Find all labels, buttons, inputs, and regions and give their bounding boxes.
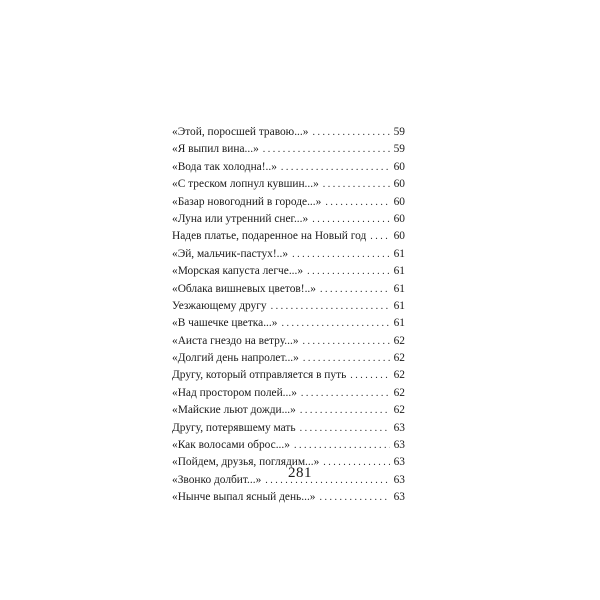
toc-entry-page: 62	[393, 334, 405, 347]
toc-entry	[172, 315, 405, 332]
toc-entry	[172, 281, 405, 298]
toc-entry-page: 63	[393, 456, 405, 469]
toc-dot-leader	[303, 350, 390, 367]
toc-entry-page: 60	[393, 178, 405, 191]
toc-entry-title: «Аиста гнездо на ветру...»	[172, 334, 299, 347]
toc-entry	[172, 124, 405, 141]
toc-entry-title: Надев платье, подаренное на Новый год	[172, 230, 367, 243]
toc-dot-leader	[350, 367, 390, 384]
toc-entry	[172, 402, 405, 419]
toc-entry-page: 60	[393, 212, 405, 225]
toc-dot-leader	[320, 281, 390, 298]
toc-entry	[172, 350, 405, 367]
toc-entry	[172, 437, 405, 454]
toc-entry-title: «Над простором полей...»	[172, 386, 297, 399]
toc-entry-title: Другу, который отправляется в путь	[172, 369, 347, 382]
toc-entry-title: «Базар новогодний в городе...»	[172, 195, 322, 208]
toc-dot-leader	[271, 298, 390, 315]
toc-entry-page: 59	[393, 143, 405, 156]
toc-dot-leader	[292, 246, 390, 263]
page-number: 281	[288, 465, 312, 481]
toc-dot-leader	[325, 194, 390, 211]
toc-entry-title: Другу, потерявшему мать	[172, 421, 296, 434]
toc-entry-page: 62	[393, 404, 405, 417]
table-of-contents	[172, 124, 405, 507]
toc-entry-title: «Облака вишневых цветов!..»	[172, 282, 316, 295]
toc-dot-leader	[370, 228, 390, 245]
toc-entry-title: «С треском лопнул кувшин...»	[172, 178, 319, 191]
toc-entry-page: 63	[393, 491, 405, 504]
toc-entry-title: «Звонко долбит...»	[172, 473, 262, 486]
toc-entry-page: 62	[393, 386, 405, 399]
toc-entry-title: «Этой, поросшей травою...»	[172, 126, 309, 138]
toc-entry-title: «В чашечке цветка...»	[172, 317, 278, 330]
toc-entry-title: «Пойдем, друзья, поглядим...»	[172, 456, 320, 469]
toc-entry-page: 60	[393, 160, 405, 173]
toc-entry-page: 60	[393, 195, 405, 208]
toc-entry	[172, 333, 405, 350]
toc-entry-page: 60	[393, 230, 405, 243]
toc-entry-title: «Луна или утренний снег...»	[172, 212, 309, 225]
toc-entry	[172, 385, 405, 402]
toc-dot-leader	[294, 437, 390, 454]
toc-entry	[172, 176, 405, 193]
toc-entry-title: «Морская капуста легче...»	[172, 265, 304, 278]
toc-entry	[172, 159, 405, 176]
toc-entry-page: 61	[393, 299, 405, 312]
toc-entry-title: «Нынче выпал ясный день...»	[172, 491, 316, 504]
toc-entry	[172, 420, 405, 437]
toc-entry-page: 63	[393, 473, 405, 486]
toc-entry	[172, 211, 405, 228]
toc-entry-title: «Как волосами оброс...»	[172, 439, 290, 452]
toc-entry-title: Уезжающему другу	[172, 299, 267, 312]
toc-entry-page: 63	[393, 421, 405, 434]
toc-entry-page: 61	[393, 265, 405, 278]
toc-entry-title: «Вода так холодна!..»	[172, 160, 277, 173]
toc-entry-page: 62	[393, 369, 405, 382]
toc-entry-title: «Майские льют дожди...»	[172, 404, 296, 417]
toc-entry-page: 62	[393, 352, 405, 365]
toc-dot-leader	[301, 385, 390, 402]
toc-dot-leader	[323, 176, 390, 193]
toc-entry-page: 59	[393, 126, 405, 138]
toc-dot-leader	[263, 141, 390, 158]
toc-entry	[172, 246, 405, 263]
toc-entry-page: 61	[393, 247, 405, 260]
toc-entry-page: 61	[393, 317, 405, 330]
toc-dot-leader	[312, 124, 390, 141]
toc-entry-title: «Эй, мальчик-пастух!..»	[172, 247, 289, 260]
toc-dot-leader	[312, 211, 390, 228]
toc-entry	[172, 194, 405, 211]
toc-dot-leader	[281, 159, 390, 176]
toc-entry-page: 63	[393, 439, 405, 452]
toc-entry	[172, 141, 405, 158]
toc-entry-page: 61	[393, 282, 405, 295]
toc-dot-leader	[300, 402, 390, 419]
toc-dot-leader	[303, 333, 390, 350]
toc-dot-leader	[300, 420, 390, 437]
toc-dot-leader	[319, 489, 390, 506]
toc-entry	[172, 263, 405, 280]
toc-entry-title: «Долгий день напролет...»	[172, 352, 299, 365]
toc-entry	[172, 367, 405, 384]
toc-dot-leader	[281, 315, 390, 332]
toc-entry	[172, 298, 405, 315]
toc-entry	[172, 489, 405, 506]
toc-entry	[172, 228, 405, 245]
toc-entry-title: «Я выпил вина...»	[172, 143, 259, 156]
toc-dot-leader	[307, 263, 390, 280]
